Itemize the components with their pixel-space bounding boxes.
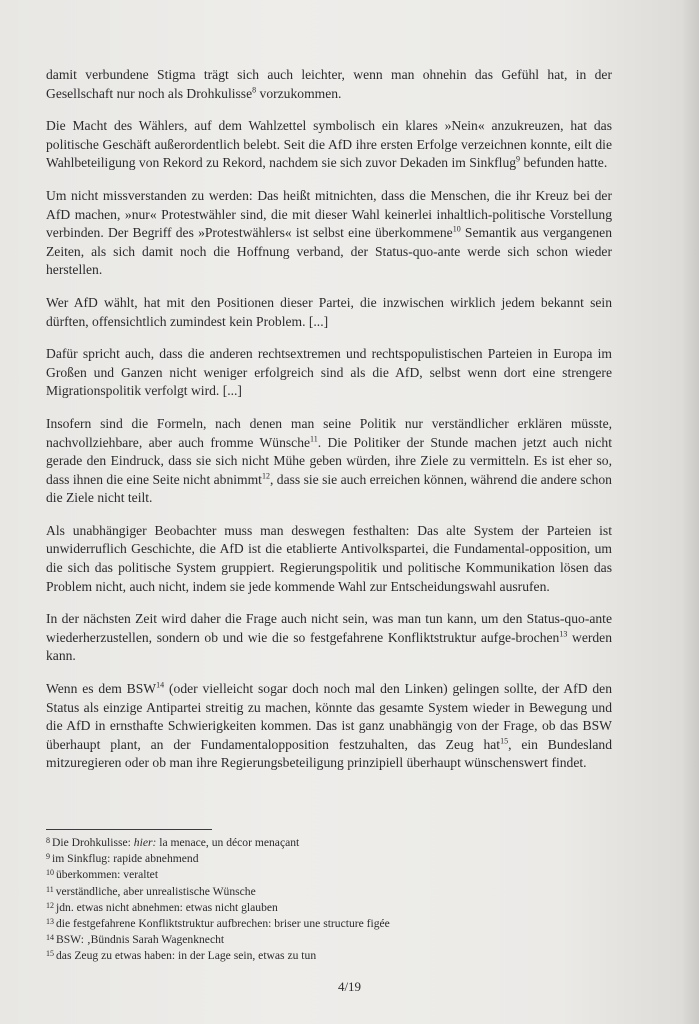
page-edge-shadow [681,0,699,1024]
footnote-11: $^{11}$ verständliche, aber unrealistische Wünsche [46,884,256,898]
footnote-ref-13: 13 [559,629,568,639]
footnote-ref-9: 9 [516,154,521,164]
footnote-8: $^8$ Die Drohkulisse: hier: la menace, un décor menaçant [46,836,300,849]
paragraph-5: Dafür spricht auch, dass die anderen rechtsextremen und rechtspopulistischen Parteien in Europa im Großen und Ganzen nicht weniger erfolgreich sind als die AfD, selbst wenn dort eine strengere Migrationspolitik verfolgt wird. [...] [46,346,612,399]
paragraph-9: Wenn es dem BSW$^{14}$ (oder vielleicht sogar doch noch mal den Linken) gelingen sollte, der AfD den Status als einzige Antipartei streitig zu machen, könnte das gesamte System wieder in Bewegung und die AfD in ernsthafte Schwierigkeiten kommen. Das ist ganz unabhängig von der Frage, ob das BSW überhaupt plant, an der Fundamentalopposition festzuhalten, das Zeug hat$^{15}$, ein Bundesland mitzuregieren oder ob man ihre Regierungsbeteiligung prinzipiell überhaupt wünschenswert findet. [46,680,613,771]
paragraph-8: In der nächsten Zeit wird daher die Frage auch nicht sein, was man tun kann, um den Status-quo-ante wiederherzustellen, sondern ob und wie die so festgefahrene Konfliktstruktur aufge-brochen$^{13}$ werden kann. [46,611,613,664]
paragraph-4: Wer AfD wählt, hat mit den Positionen dieser Partei, die inzwischen wirklich jedem bekannt sein dürften, offensichtlich zumindest kein Problem. [...] [46,294,612,329]
footnote-ref-10: 10 [452,224,461,234]
body-text [46,66,612,787]
page-number: 4/19 [337,979,362,994]
paragraph-6: Insofern sind die Formeln, nach denen man seine Politik nur verständlicher erklären müsste, nachvollziehbare, aber auch fromme Wünsche$^{11}$. Die Politiker der Stunde machen jetzt auch nicht gerade den Eindruck, dass sie sich nicht Mühe geben würden, ihre Ziele zu vermitteln. Es ist eher so, dass ihnen die eine Seite nicht abnimmt$^{12}$, dass sie sie auch erreichen können, während die andere schon die Ziele nicht teilt. [46,415,612,506]
footnote-separator [46,829,212,830]
footnote-14: $^{14}$ BSW: ‚Bündnis Sarah Wagenknecht [46,933,225,947]
footnote-9: $^9$ im Sinkflug: rapide abnehmend [46,852,199,866]
footnote-12: $^{12}$ jdn. etwas nicht abnehmen: etwas nicht glauben [46,900,278,914]
paragraph-3: Um nicht missverstanden zu werden: Das heißt mitnichten, dass die Menschen, die ihr Kreuz bei der AfD machen, »nur« Protestwähler sind, die mit dieser Wahl keinerlei inhaltlich-politische Vorstellung verbinden. Der Begriff des »Protestwählers« ist selbst eine überkommene$^{10}$ Semantik aus vergangenen Zeiten, als sich damit noch die Hoffnung verband, der Status-quo-ante werde sich schon wieder herstellen. [46,187,612,278]
footnote-ref-12: 12 [261,471,270,481]
footnote-ref-8: 8 [252,85,257,95]
footnote-13: $^{13}$ die festgefahrene Konfliktstruktur aufbrechen: briser une structure figée [46,917,390,931]
footnote-10: $^{10}$ überkommen: veraltet [46,868,159,882]
paragraph-2: Die Macht des Wählers, auf dem Wahlzettel symbolisch ein klares »Nein« anzukreuzen, hat das politische Geschäft außerordentlich belebt. Seit die AfD ihre ersten Erfolge verzeichnen konnte, eilt die Wahlbeteiligung von Rekord zu Rekord, nachdem sie sich zuvor Dekaden im Sinkflug$^9$ befunden hatte. [46,118,612,171]
paragraph-1: damit verbundene Stigma trägt sich auch leichter, wenn man ohnehin das Gefühl hat, in der Gesellschaft nur noch als Drohkulisse$^8$ vorzukommen. [46,67,612,101]
footnote-15: $^{15}$ das Zeug zu etwas haben: in der Lage sein, etwas zu tun [46,949,317,963]
footnote-ref-14: 14 [156,680,165,690]
paragraph-7: Als unabhängiger Beobachter muss man deswegen festhalten: Das alte System der Parteien ist unwiderruflich Geschichte, die AfD ist die etablierte Antivolkspartei, die Fundamental-opposition, um die sich das politische System gruppiert. Regierungspolitik und politische Kommunikation lösen das Problem nicht, auch nicht, indem sie jede kommende Wahl zur Entscheidungswahl ausrufen. [46,522,612,594]
footnotes [46,834,606,964]
footnote-ref-15: 15 [500,736,509,746]
footnote-ref-11: 11 [310,433,318,443]
